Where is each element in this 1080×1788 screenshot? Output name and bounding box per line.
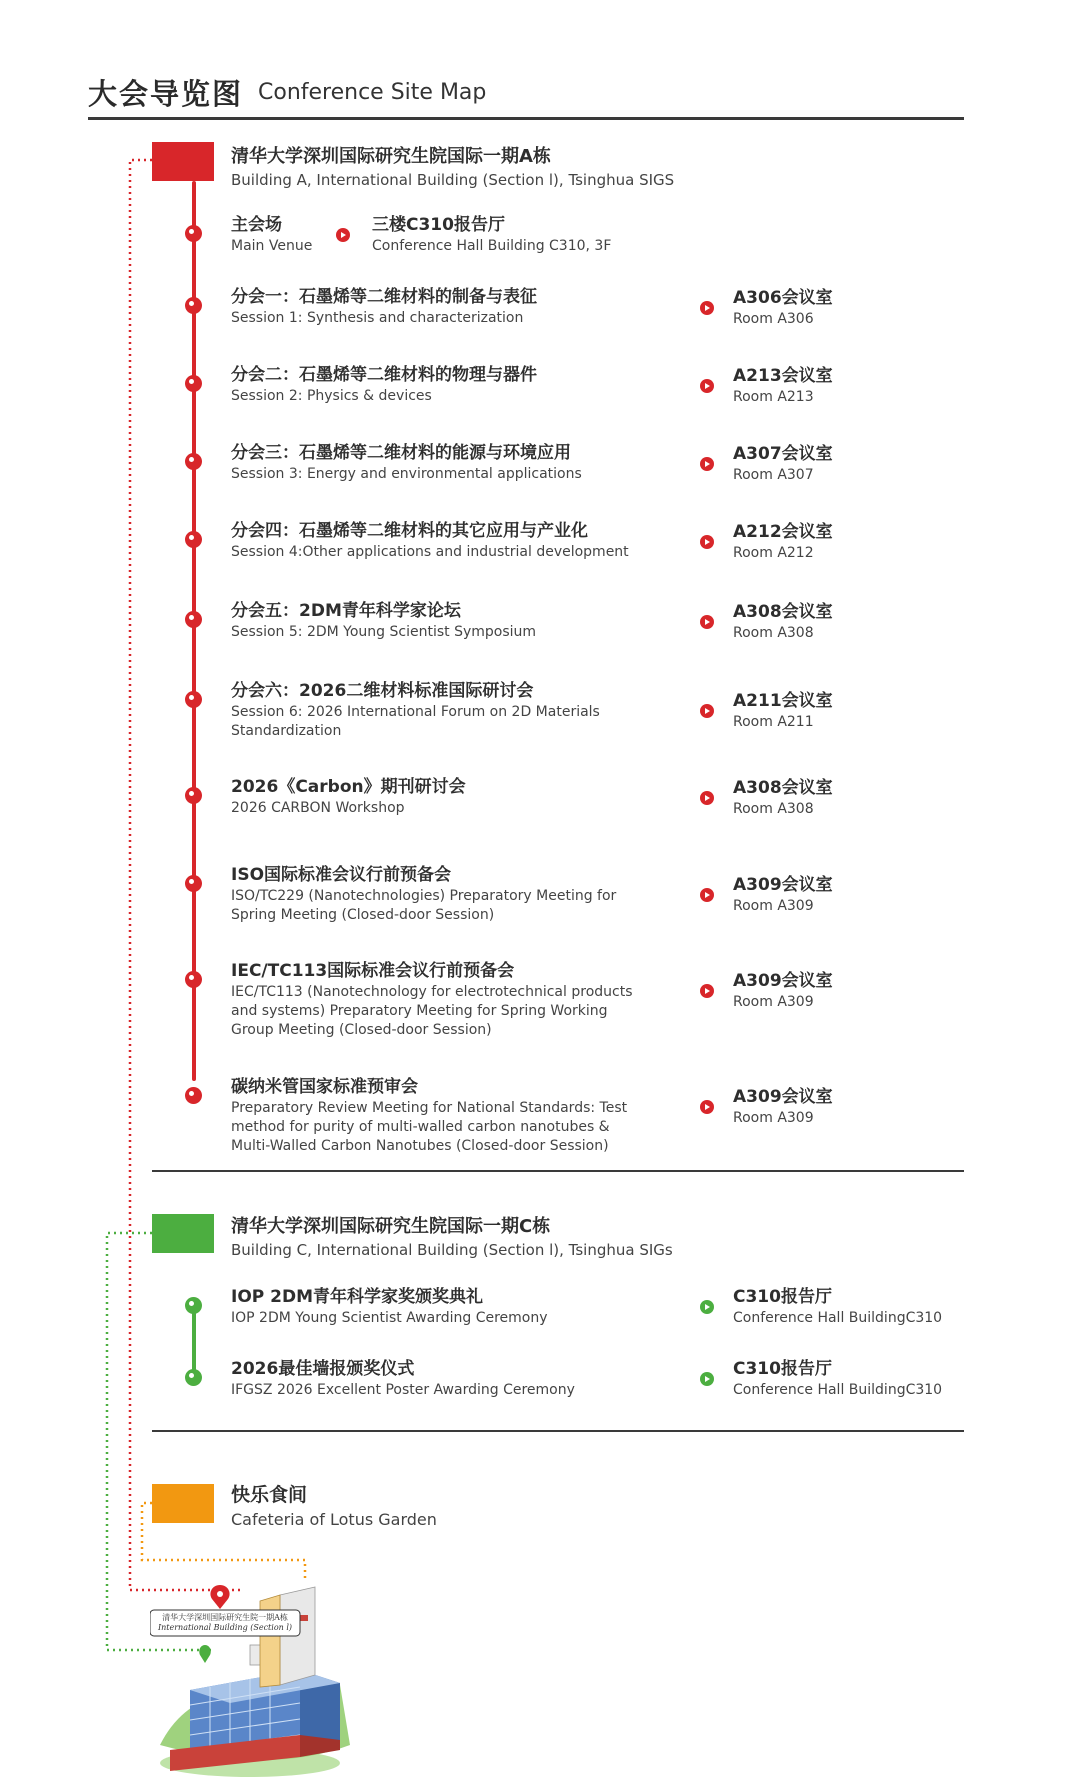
session-room-cn: A308会议室 [733,602,833,622]
session-title-en: Session 3: Energy and environmental applications [231,466,582,482]
session-room [733,777,833,819]
location-pin-icon [700,704,714,718]
session-room [733,443,833,485]
session-title-en: Session 4:Other applications and industrial development [231,544,629,560]
session-item [231,286,691,328]
event-room-cn: C310报告厅 [733,1359,832,1379]
location-pin-icon [700,791,714,805]
session-title-cn: 分会二：石墨烯等二维材料的物理与器件 [231,365,537,385]
session-dot [185,787,202,804]
session-title-cn: 分会一：石墨烯等二维材料的制备与表征 [231,287,537,307]
building-a-marker [152,142,214,181]
event-item [231,1286,548,1328]
event-dot [185,1369,202,1386]
session-title-cn: 分会六：2026二维材料标准国际研讨会 [231,681,534,701]
session-dot [185,971,202,988]
session-title-en: Preparatory Review Meeting for National Standards: Test [231,1100,628,1116]
session-title-cn: 碳纳米管国家标准预审会 [231,1077,418,1097]
session-room [733,521,833,563]
event-room-en: Conference Hall BuildingC310 [733,1382,943,1398]
building-a-name-en: Building A, International Building (Section l), Tsinghua SIGS [231,171,675,189]
location-pin-icon [700,1372,714,1386]
session-title-en: IEC/TC113 (Nanotechnology for electrotechnical products [231,984,633,1000]
session-title-cn: ISO国际标准会议行前预备会 [231,865,452,885]
event-room [733,1358,942,1400]
session-dot [185,375,202,392]
session-room-en: Room A308 [733,801,814,817]
session-room [733,970,833,1012]
session-title-en: Standardization [231,723,342,739]
location-pin-icon [700,615,714,629]
illustration-label-cn: 清华大学深圳国际研究生院一期A栋 [162,1613,288,1622]
session-item [231,600,691,642]
session-dot [185,611,202,628]
illustration-label [152,1613,298,1633]
building-c-name-en: Building C, International Building (Section l), Tsinghua SIGs [231,1241,673,1259]
section-divider-a [152,1170,964,1172]
event-title-cn: IOP 2DM青年科学家奖颁奖典礼 [231,1287,484,1307]
building-c-header [231,1212,673,1259]
building-c-name-cn: 清华大学深圳国际研究生院国际一期C栋 [231,1216,551,1237]
session-dot [185,1087,202,1104]
cafeteria-marker [152,1484,214,1523]
location-pin-icon [700,379,714,393]
session-title-en: 2026 CARBON Workshop [231,800,405,816]
main-venue-room-en: Conference Hall Building C310, 3F [372,238,612,254]
session-title-en: and systems) Preparatory Meeting for Spring Working [231,1003,608,1019]
session-title-en: Group Meeting (Closed-door Session) [231,1022,492,1038]
location-pin-icon [700,1300,714,1314]
session-dot [185,453,202,470]
session-room-en: Room A211 [733,714,814,730]
session-room-cn: A211会议室 [733,691,833,711]
session-title-cn: 2026《Carbon》期刊研讨会 [231,777,466,797]
session-room-cn: A212会议室 [733,522,833,542]
session-item [231,1076,691,1156]
session-room-en: Room A309 [733,994,814,1010]
session-room [733,1086,833,1128]
location-pin-icon [700,301,714,315]
location-pin-icon [336,228,350,242]
illustration-label-en: International Building (Section l) [157,1623,293,1632]
session-room [733,690,833,732]
session-title-en: Multi-Walled Carbon Nanotubes (Closed-door Session) [231,1138,609,1154]
main-venue-label-cn: 主会场 [231,215,282,235]
session-title-en: ISO/TC229 (Nanotechnologies) Preparatory Meeting for [231,888,617,904]
cafeteria-name-cn: 快乐食间 [231,1484,308,1506]
main-venue-room-cn: 三楼C310报告厅 [372,215,505,235]
cafeteria-header [231,1480,437,1529]
session-room-en: Room A213 [733,389,814,405]
session-title-en: Session 2: Physics & devices [231,388,432,404]
session-room-cn: A309会议室 [733,1087,833,1107]
event-item [231,1358,575,1400]
session-title-en: method for purity of multi-walled carbon nanotubes & [231,1119,610,1135]
session-item [231,442,691,484]
session-room-cn: A309会议室 [733,971,833,991]
session-room [733,365,833,407]
event-title-en: IOP 2DM Young Scientist Awarding Ceremony [231,1310,548,1326]
location-pin-icon [700,984,714,998]
session-room [733,287,833,329]
session-title-cn: IEC/TC113国际标准会议行前预备会 [231,961,515,981]
event-title-cn: 2026最佳墙报颁奖仪式 [231,1359,415,1379]
session-room-en: Room A308 [733,625,814,641]
session-room-cn: A309会议室 [733,875,833,895]
session-item [231,960,691,1040]
session-room-en: Room A212 [733,545,814,561]
session-dot [185,691,202,708]
session-title-en: Spring Meeting (Closed-door Session) [231,907,495,923]
session-item [231,520,691,562]
building-c-timeline [192,1304,196,1376]
session-room-cn: A213会议室 [733,366,833,386]
campus-building-illustration [150,1575,360,1780]
session-dot [185,531,202,548]
session-room [733,874,833,916]
main-venue [231,214,312,256]
session-room-cn: A308会议室 [733,778,833,798]
session-room-en: Room A309 [733,1110,814,1126]
session-item [231,364,691,406]
building-c-marker [152,1214,214,1253]
section-divider-c [152,1430,964,1432]
page-title: 大会导览图 [88,77,244,111]
event-room-cn: C310报告厅 [733,1287,832,1307]
page-subtitle: Conference Site Map [258,80,487,105]
session-room-cn: A306会议室 [733,288,833,308]
location-pin-icon [700,457,714,471]
location-pin-icon [700,535,714,549]
building-a-timeline [192,181,196,1081]
session-room-cn: A307会议室 [733,444,833,464]
session-item [231,776,691,818]
session-item [231,864,691,925]
event-title-en: IFGSZ 2026 Excellent Poster Awarding Ceremony [231,1382,575,1398]
session-title-en: Session 6: 2026 International Forum on 2D Materials [231,704,600,720]
event-room-en: Conference Hall BuildingC310 [733,1310,943,1326]
session-title-cn: 分会四：石墨烯等二维材料的其它应用与产业化 [231,521,588,541]
session-room-en: Room A306 [733,311,814,327]
session-title-en: Session 1: Synthesis and characterization [231,310,524,326]
session-dot [185,297,202,314]
session-dot [185,875,202,892]
location-pin-icon [700,1100,714,1114]
session-title-en: Session 5: 2DM Young Scientist Symposium [231,624,537,640]
building-a-header [231,142,674,189]
session-title-cn: 分会三：石墨烯等二维材料的能源与环境应用 [231,443,571,463]
event-room [733,1286,942,1328]
building-a-name-cn: 清华大学深圳国际研究生院国际一期A栋 [231,146,551,167]
main-venue-dot [185,225,202,242]
location-pin-icon [700,888,714,902]
session-room-en: Room A307 [733,467,814,483]
main-venue-label-en: Main Venue [231,238,313,254]
session-room [733,601,833,643]
session-item [231,680,691,741]
event-dot [185,1297,202,1314]
main-venue-room [372,214,611,256]
cafeteria-name-en: Cafeteria of Lotus Garden [231,1510,437,1529]
session-title-cn: 分会五：2DM青年科学家论坛 [231,601,461,621]
session-room-en: Room A309 [733,898,814,914]
